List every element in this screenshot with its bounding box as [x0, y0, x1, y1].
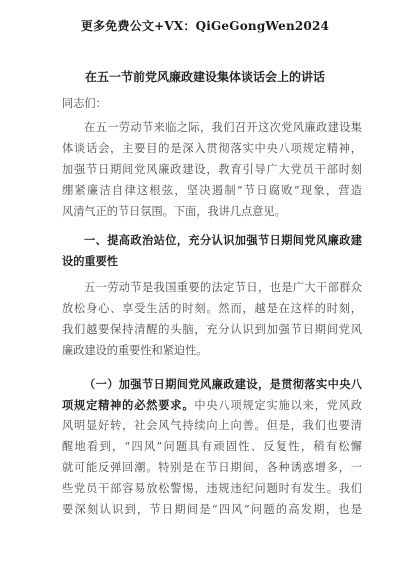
paragraph-1-line-1: 在五一劳动节来临之际，我们召开这次党风廉政建设集 [84, 121, 362, 134]
paragraph-3-line-7: 要深刻认识到，节日期间是“四风”问题的高发期，也是 [62, 503, 362, 516]
paragraph-1-line-5: 风清气正的节日氛围。下面，我讲几点意见。 [62, 205, 286, 218]
paragraph-1-line-4: 绷紧廉洁自律这根弦，坚决遏制“节日腐败”现象，营造 [62, 184, 362, 197]
paragraph-1-line-3: 加强节日期间党风廉政建设，教育引导广大党员干部时刻 [62, 163, 362, 176]
paragraph-2-line-2: 放松身心、享受生活的时刻。然而，越是在这样的时刻， [62, 302, 362, 315]
watermark-header: 更多免费公文+VX：QiGeGongWen2024 [80, 19, 330, 33]
paragraph-2-line-1: 五一劳动节是我国重要的法定节日，也是广大干部群众 [84, 281, 362, 294]
paragraph-3-bold-lead: 项规定精神的必然要求。 [62, 398, 195, 412]
paragraph-3-line-2 [62, 397, 362, 413]
paragraph-2-line-4: 廉政建设的重要性和紧迫性。 [62, 344, 208, 357]
paragraph-3-line-2-rest: 中央八项规定实施以来，党风政 [194, 399, 362, 412]
paragraph-1-line-2: 体谈话会，主要目的是深入贯彻落实中央八项规定精神， [62, 142, 362, 155]
paragraph-3-line-4: 醒地看到，“四风”问题具有顽固性、反复性，稍有松懈 [62, 440, 362, 453]
paragraph-3-line-6: 些党员干部容易放松警惕，违规违纪问题时有发生。我们 [62, 482, 362, 495]
section-heading-1-line-1: 一、提高政治站位，充分认识加强节日期间党风廉政建 [84, 233, 362, 247]
salutation: 同志们： [62, 97, 107, 110]
paragraph-3-line-1: （一）加强节日期间党风廉政建设，是贯彻落实中央八 [84, 377, 362, 391]
paragraph-3-line-3: 风明显好转，社会风气持续向上向善。但是，我们也要清 [62, 419, 362, 432]
section-heading-1-line-2: 设的重要性 [62, 254, 118, 268]
paragraph-3-line-5: 就可能反弹回潮。特别是在节日期间，各种诱惑增多，一 [62, 461, 362, 474]
paragraph-2-line-3: 我们越要保持清醒的头脑，充分认识到加强节日期间党风 [62, 323, 362, 336]
document-title: 在五一节前党风廉政建设集体谈话会上的讲话 [84, 70, 325, 84]
